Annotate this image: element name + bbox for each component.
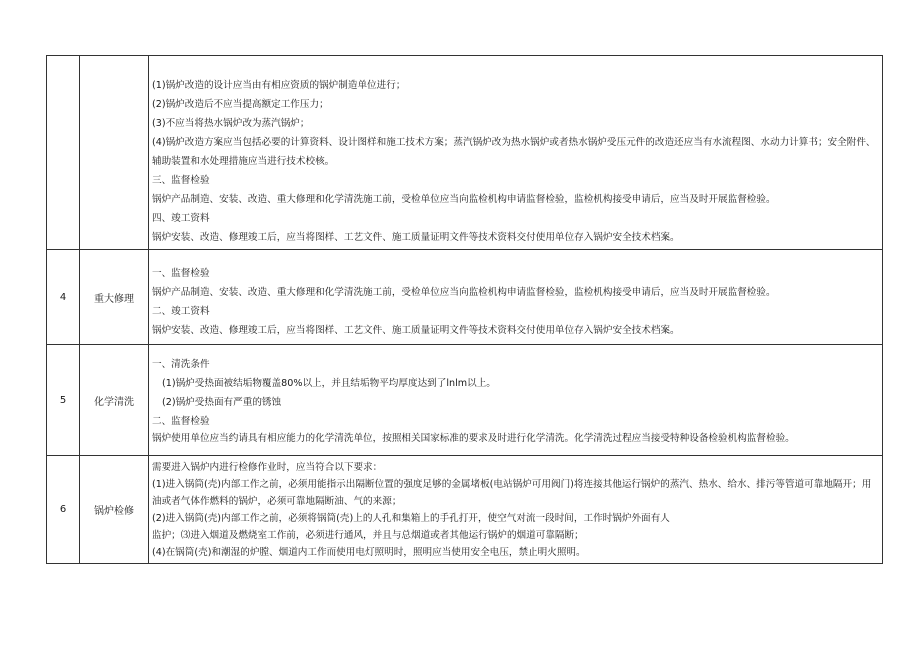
table-row [47, 250, 883, 345]
content-line: (2)锅炉受热面有严重的锈蚀 [162, 396, 282, 408]
row-item-cell: 化学清洗 [80, 345, 149, 456]
row-number-cell [47, 56, 80, 250]
row-number-cell: 5 [47, 345, 80, 456]
row-item-cell: 锅炉检修 [80, 456, 149, 564]
content-line: (2)锅炉改造后不应当提高额定工作压力； [152, 99, 329, 110]
content-line: (1)进入锅筒(壳)内部工作之前，必须用能指示出隔断位置的强度足够的金属堵板(电站锅炉可用阀门)将连接其他运行锅炉的蒸汽、热水、给水、排污等管道可靠地隔开；用油或者气体作燃料的锅炉，必须可靠地隔断油、气的来源； [152, 478, 872, 507]
content-line: (1)锅炉改造的设计应当由有相应资质的锅炉制造单位进行； [152, 80, 406, 91]
content-line: (1)锅炉受热面被结垢物覆盖80%以上，并且结垢物平均厚度达到了lnlm以上。 [162, 377, 496, 389]
content-line: 监护；⑶进入烟道及燃烧室工作前，必须进行通风，并且与总烟道或者其他运行锅炉的烟道可靠隔断； [152, 529, 584, 541]
row-item-cell: 重大修理 [80, 250, 149, 345]
row-content-cell [149, 250, 883, 345]
content-line: 锅炉使用单位应当约请具有相应能力的化学清洗单位，按照相关国家标准的要求及时进行化学清洗。化学清洗过程应当接受特种设备检验机构监督检验。 [152, 432, 795, 444]
content-line: 二、监督检验 [152, 415, 210, 427]
table-row [47, 56, 883, 250]
content-line: 三、监督检验 [152, 175, 210, 186]
content-line: 四、竣工资料 [152, 213, 210, 224]
row-item-cell [80, 56, 149, 250]
row-number-cell: 4 [47, 250, 80, 345]
row-content-cell [149, 345, 883, 456]
content-line: 锅炉产品制造、安装、改造、重大修理和化学清洗施工前，受检单位应当向监检机构申请监督检验，监检机构接受申请后，应当及时开展监督检验。 [152, 194, 776, 205]
content-line: (4)锅炉改造方案应当包括必要的计算资料、设计图样和施工技术方案；蒸汽锅炉改为热水锅炉或者热水锅炉受压元件的改造还应当有水流程图、水动力计算书；安全附件、辅助装置和水处理措施应当进行技术校核。 [152, 137, 876, 167]
row-content-cell [149, 56, 883, 250]
table-row [47, 456, 883, 564]
content-line: 锅炉安装、改造、修理竣工后，应当将图样、工艺文件、施工质量证明文件等技术资料交付使用单位存入锅炉安全技术档案。 [152, 232, 680, 243]
content-line: 需要进入锅炉内进行检修作业时，应当符合以下要求： [152, 461, 383, 473]
content-line: (4)在锅筒(壳)和潮湿的炉膛、烟道内工作而使用电灯照明时，照明应当使用安全电压，禁止明火照明。 [152, 546, 586, 558]
regulation-table [46, 55, 883, 564]
content-line: (3)不应当将热水锅炉改为蒸汽锅炉； [152, 118, 310, 129]
content-line: (2)进入锅筒(壳)内部工作之前，必须将锅筒(壳)上的人孔和集箱上的手孔打开，使空气对流一段时间，工作时锅炉外面有人 [152, 512, 670, 524]
content-line: 二、竣工资料 [152, 306, 210, 317]
content-line: 锅炉安装、改造、修理竣工后，应当将图样、工艺文件、施工质量证明文件等技术资料交付使用单位存入锅炉安全技术档案。 [152, 325, 680, 336]
row-number-cell: 6 [47, 456, 80, 564]
content-line: 一、清洗条件 [152, 358, 210, 370]
row-content-cell [149, 456, 883, 564]
content-line: 一、监督检验 [152, 268, 210, 279]
table-row [47, 345, 883, 456]
content-line: 锅炉产品制造、安装、改造、重大修理和化学清洗施工前，受检单位应当向监检机构申请监督检验，监检机构接受申请后，应当及时开展监督检验。 [152, 287, 776, 298]
